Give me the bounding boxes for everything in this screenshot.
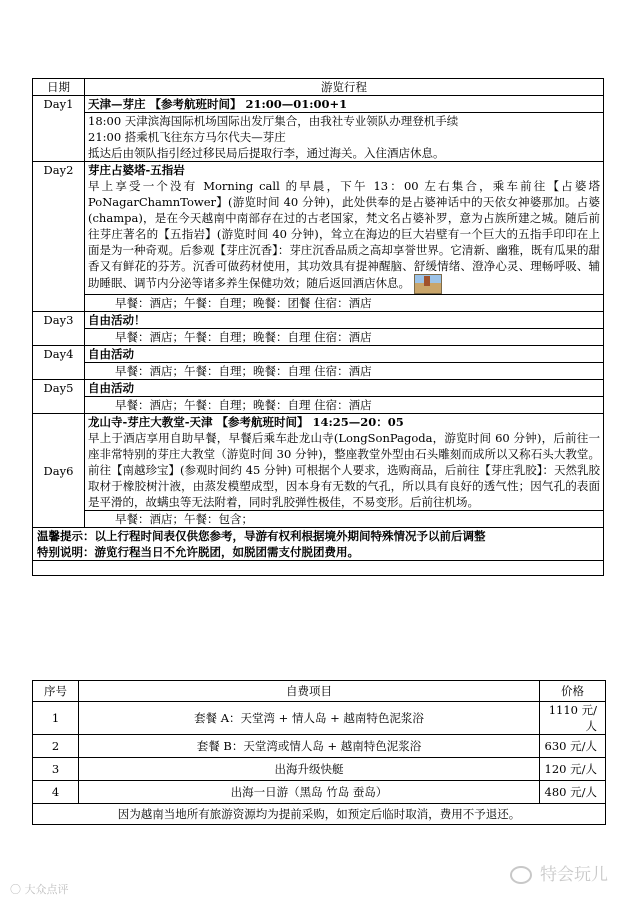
day-row [33, 346, 604, 380]
day-content [85, 414, 604, 528]
day-label: Day5 [33, 380, 85, 414]
fee-price: 120 元/人 [540, 758, 606, 781]
fees-footer: 因为越南当地所有旅游资源均为提前采购，如预定后临时取消，费用不予退还。 [33, 804, 606, 825]
detail-line: 21:00 搭乘机飞往东方马尔代夫—芽庄 [88, 130, 286, 144]
day-content [85, 312, 604, 346]
day-title: 龙山寺-芽庄大教堂-天津 【参考航班时间】 14:25—20：05 [88, 415, 404, 429]
day-description: 早上享受一个没有 Morning call 的早晨，下午 13：00 左右集合，乘车前往【占婆塔 PoNagarChamnTower】(游览时间 40 分钟)，此处供奉的是占婆神话中的天依女神婆那加。占婆(champa)，是在今天越南中南部存在过的古老国家，梵文名占婆补罗，意为占族所建之城。随后前往芽庄著名的【五指岩】(游览时间 40 分钟)，耸立在海边的巨大岩壁有一个巨大的五指手印印在上面是为一种奇观。后参观【芽庄沉香】：芽庄沉香品质之高却享誉世界。它清新、幽雅，既有瓜果的甜香又有鲜花的芬芳。沉香可做药材使用，其功效具有提神醒脑、舒缓情绪、澄净心灵、理畅呼吸、辅助睡眠、调节内分泌等诸多养生保健功效；随后返回酒店休息。 [88, 179, 600, 290]
header-item: 自费项目 [79, 681, 540, 702]
day-detail [85, 112, 603, 161]
day-content [85, 346, 604, 380]
fee-price: 480 元/人 [540, 781, 606, 804]
day-label: Day3 [33, 312, 85, 346]
day-label: Day1 [33, 96, 85, 162]
notes-cell [33, 528, 604, 561]
optional-fees-table [32, 680, 606, 825]
day-title: 自由活动 [88, 347, 134, 361]
header-plan: 游览行程 [85, 79, 604, 96]
day-title: 天津—芽庄 【参考航班时间】 21:00—01:00+1 [88, 97, 348, 111]
fee-item: 套餐 B：天堂湾或情人岛 + 越南特色泥浆浴 [79, 735, 540, 758]
header-date: 日期 [33, 79, 85, 96]
day-label: Day6 [33, 414, 85, 528]
day-label: Day4 [33, 346, 85, 380]
reminder-note: 温馨提示：以上行程时间表仅供您参考，导游有权利根据境外期间特殊情况予以前后调整 [37, 529, 486, 543]
fee-no: 3 [33, 758, 79, 781]
fee-price: 630 元/人 [540, 735, 606, 758]
fee-row [33, 758, 606, 781]
meals-info: 早餐：酒店；午餐：自理；晚餐：自理 住宿：酒店 [85, 396, 603, 413]
day-title: 自由活动！ [88, 313, 146, 327]
fee-row [33, 735, 606, 758]
detail-line: 18:00 天津滨海国际机场国际出发厅集合，由我社专业领队办理登机手续 [88, 114, 459, 128]
fee-row [33, 702, 606, 735]
header-no: 序号 [33, 681, 79, 702]
fee-no: 4 [33, 781, 79, 804]
day-title: 芽庄占婆塔-五指岩 [88, 163, 185, 177]
fee-no: 2 [33, 735, 79, 758]
fee-row [33, 781, 606, 804]
day-row [33, 96, 604, 162]
spacer-row [33, 561, 604, 576]
special-note: 特别说明：游览行程当日不允许脱团，如脱团需支付脱团费用。 [37, 545, 359, 559]
day-row [33, 162, 604, 312]
day-content [85, 162, 604, 312]
meals-info: 早餐：酒店；午餐：自理；晚餐：自理 住宿：酒店 [85, 362, 603, 379]
fee-item: 套餐 A：天堂湾 + 情人岛 + 越南特色泥浆浴 [79, 702, 540, 735]
day-row [33, 380, 604, 414]
wechat-icon [510, 866, 532, 884]
day-row [33, 414, 604, 528]
meals-info: 早餐：酒店；午餐：自理；晚餐：自理 住宿：酒店 [85, 328, 603, 345]
itinerary-table [32, 78, 604, 576]
watermark-right [510, 860, 608, 885]
day-content [85, 96, 604, 162]
meals-info: 早餐：酒店；午餐：包含； [85, 510, 603, 527]
fee-item: 出海一日游（黑岛 竹岛 蚕岛） [79, 781, 540, 804]
header-price: 价格 [540, 681, 606, 702]
fees-footer-row [33, 804, 606, 825]
day-label: Day2 [33, 162, 85, 312]
day-title: 自由活动 [88, 381, 134, 395]
temple-photo-image [414, 274, 442, 294]
watermark-left: 〇 大众点评 [10, 883, 69, 896]
detail-line: 抵达后由领队指引经过移民局后提取行李，通过海关。入住酒店休息。 [88, 146, 445, 160]
fee-price: 1110 元/人 [540, 702, 606, 735]
watermark-right-text: 特会玩儿 [540, 865, 608, 885]
day-content [85, 380, 604, 414]
meals-info: 早餐：酒店；午餐：自理；晚餐：团餐 住宿：酒店 [85, 294, 603, 311]
itinerary-header [33, 79, 604, 96]
notes-row [33, 528, 604, 561]
fee-item: 出海升级快艇 [79, 758, 540, 781]
fees-header [33, 681, 606, 702]
day-description: 早上于酒店享用自助早餐，早餐后乘车赴龙山寺(LongSonPagoda，游览时间 60 分钟)，后前往一座非常特别的芽庄大教堂（游览时间 30 分钟)，整座教堂外型由石头雕刻而成所以又称石头大教堂。前往【南越珍宝】(参观时间约 45 分钟) 可根据个人要求，选购商品，后前往【芽庄乳胶】：天然乳胶取材于橡胶树汁液，由蒸发模塑成型，因本身有无数的气孔，所以具有良好的透气性；因气孔的表面是平滑的，故螨虫等无法附着，同时乳胶弹性极佳，不易变形。后前往机场。 [88, 431, 600, 509]
day-row [33, 312, 604, 346]
fee-no: 1 [33, 702, 79, 735]
